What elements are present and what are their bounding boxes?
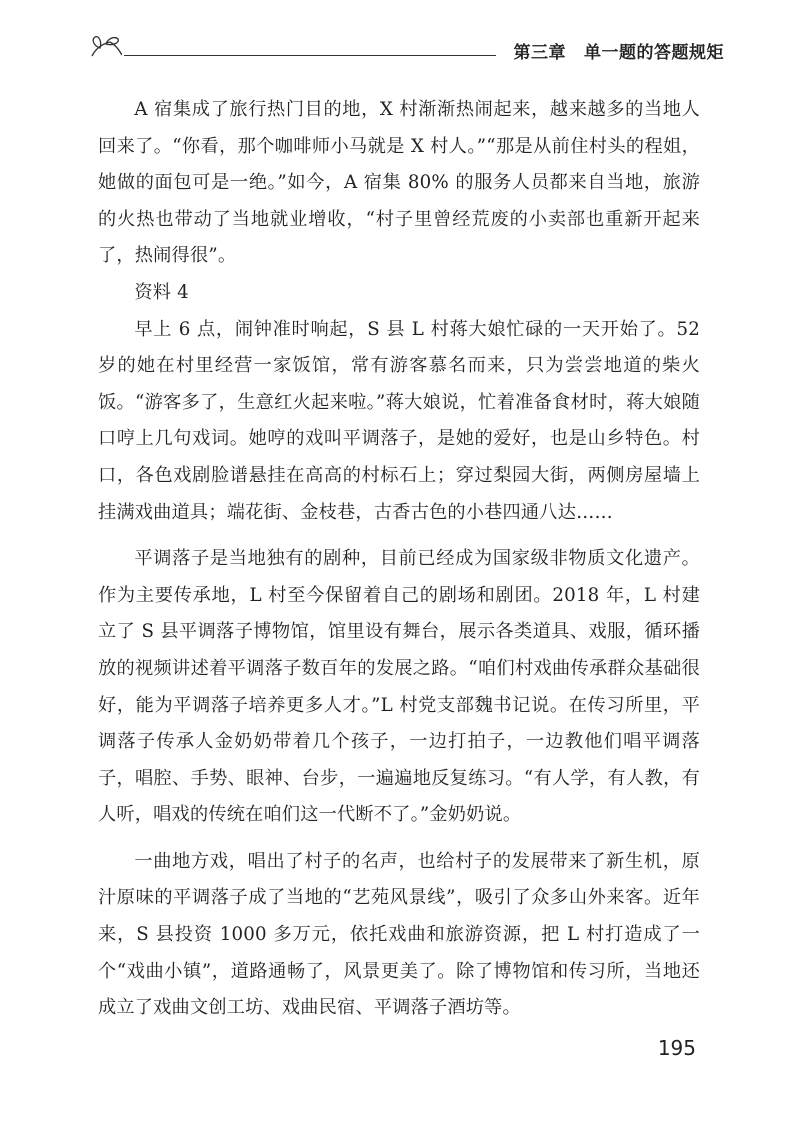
body-text: [98, 92, 700, 1027]
paragraph: 一曲地方戏，唱出了村子的名声，也给村子的发展带来了新生机，原汁原味的平调落子成了当地的“艺苑风景线”，吸引了众多山外来客。近年来，S 县投资 1000 多万元，依托戏曲和旅游资源，把 L 村打造成了一个“戏曲小镇”，道路通畅了，风景更美了。除了博物馆和传习所，当地还成立了戏曲文创工坊、戏曲民宿、平调落子酒坊等。: [98, 850, 700, 1019]
chapter-number: 第三章: [513, 43, 566, 63]
paragraph: 早上 6 点，闹钟准时响起，S 县 L 村蒋大娘忙碌的一天开始了。52 岁的她在村里经营一家饭馆，常有游客慕名而来，只为尝尝地道的柴火饭。“游客多了，生意红火起来啦。”蒋大娘说，忙着准备食材时，蒋大娘随口哼上几句戏词。她哼的戏叫平调落子，是她的爱好，也是山乡特色。村口，各色戏剧脸谱悬挂在高高的村标石上；穿过梨园大街，两侧房屋墙上挂满戏曲道具；端花街、金枝巷，古香古色的小巷四通八达……: [98, 318, 700, 523]
header-rule: [124, 55, 496, 56]
paragraph: A 宿集成了旅行热门目的地，X 村渐渐热闹起来，越来越多的当地人回来了。“你看，那个咖啡师小马就是 X 村人。”“那是从前住村头的程姐，她做的面包可是一绝。”如今，A 宿集 80% 的服务人员都来自当地，旅游的火热也带动了当地就业增收，“村子里曾经荒废的小卖部也重新开起来了，热闹得很”。: [98, 99, 700, 267]
material-heading: 资料 4: [134, 281, 189, 303]
paragraph: 平调落子是当地独有的剧种，目前已经成为国家级非物质文化遗产。作为主要传承地，L 村至今保留着自己的剧场和剧团。2018 年，L 村建立了 S 县平调落子博物馆，馆里设有舞台，展示各类道具、戏服，循环播放的视频讲述着平调落子数百年的发展之路。“咱们村戏曲传承群众基础很好，能为平调落子培养更多人才。”L 村党支部魏书记说。在传习所里，平调落子传承人金奶奶带着几个孩子，一边打拍子，一边教他们唱平调落子，唱腔、手势、眼神、台步，一遍遍地反复练习。“有人学，有人教，有人听，唱戏的传统在咱们这一代断不了。”金奶奶说。: [98, 548, 700, 826]
running-header: [88, 30, 724, 70]
chapter-title: 单一题的答题规矩: [584, 43, 724, 63]
sprout-ornament-icon: [88, 34, 122, 60]
chapter-heading: [514, 38, 725, 63]
page-number: 195: [657, 1036, 696, 1060]
